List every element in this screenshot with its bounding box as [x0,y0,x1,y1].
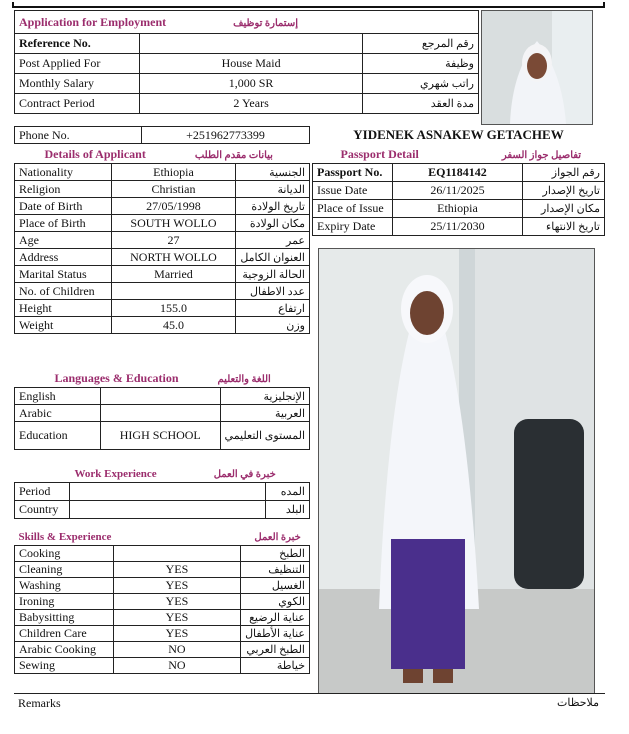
passport-table [312,145,605,236]
row-value: YES [113,626,240,642]
row-label: Address [15,249,112,266]
row-label-ar: تاريخ الانتهاء [523,218,605,236]
row-label: Post Applied For [15,54,140,74]
table-row [15,198,310,215]
row-label: Period [15,483,70,501]
table-row [15,249,310,266]
table-row [15,658,310,674]
row-label: Education [15,422,101,450]
info-table [14,10,479,114]
row-label-ar: المده [265,483,309,501]
table-row [15,317,310,334]
row-value [113,546,240,562]
row-value: YES [113,578,240,594]
row-label-ar: مكان الولادة [236,215,310,232]
row-label-ar: عناية الرضيع [241,610,310,626]
row-value: SOUTH WOLLO [111,215,236,232]
table-row [15,283,310,300]
table-row [15,388,310,405]
row-label-ar: الحالة الزوجية [236,266,310,283]
row-label: Reference No. [15,34,140,54]
row-label: Date of Birth [15,198,112,215]
row-label: Arabic Cooking [15,642,114,658]
applicant-title-ar: بيانات مقدم الطلب [194,149,273,161]
table-row [15,626,310,642]
row-value: 27 [111,232,236,249]
form-title: Application for Employment [19,14,167,29]
row-value: NORTH WOLLO [111,249,236,266]
row-label-ar: الغسيل [241,578,310,594]
table-row [15,562,310,578]
row-label: No. of Children [15,283,112,300]
table-row [313,200,605,218]
row-label: Country [15,501,70,519]
row-label-ar: مكان الإصدار [523,200,605,218]
table-row [15,215,310,232]
row-label-ar: رقم المرجع [363,34,479,54]
row-label: Monthly Salary [15,74,140,94]
languages-title: Languages & Education [54,370,179,385]
applicant-table [14,145,310,334]
row-label-ar: الجنسية [236,164,310,181]
row-value [69,483,265,501]
row-value: 26/11/2025 [392,182,522,200]
row-label: Marital Status [15,266,112,283]
table-row [15,266,310,283]
table-row [15,642,310,658]
row-label-ar: المستوى التعليمي [220,422,310,450]
row-label: Children Care [15,626,114,642]
languages-title-ar: اللغة والتعليم [217,373,271,385]
row-label: Sewing [15,658,114,674]
row-label: Ironing [15,594,114,610]
row-value [139,34,363,54]
row-label-ar: تاريخ الولادة [236,198,310,215]
row-value [69,501,265,519]
skills-title: Skills & Experience [18,530,112,543]
row-label-ar: الطبخ [241,546,310,562]
row-label: Expiry Date [313,218,393,236]
row-value: 155.0 [111,300,236,317]
row-value: Ethiopia [111,164,236,181]
row-label-ar: راتب شهري [363,74,479,94]
row-value: EQ1184142 [392,164,522,182]
row-label-ar: عمر [236,232,310,249]
row-value: Married [111,266,236,283]
row-label-ar: خياطة [241,658,310,674]
row-label: Religion [15,181,112,198]
row-label-ar: الديانة [236,181,310,198]
table-row [313,218,605,236]
row-label-ar: العربية [220,405,310,422]
row-label: Age [15,232,112,249]
row-value [101,405,220,422]
table-row [313,182,605,200]
table-row [15,94,479,114]
table-row [15,422,310,450]
passport-title-ar: تفاصيل جواز السفر [501,149,582,161]
skills-table [14,527,310,674]
row-label: Cleaning [15,562,114,578]
row-value: 27/05/1998 [111,198,236,215]
row-label-ar: رقم الجواز [523,164,605,182]
row-label-ar: ارتفاع [236,300,310,317]
row-label-ar: العنوان الكامل [236,249,310,266]
row-value: YES [113,562,240,578]
row-value: 1,000 SR [139,74,363,94]
row-label: Place of Issue [313,200,393,218]
row-value: HIGH SCHOOL [101,422,220,450]
table-row [15,34,479,54]
row-label: Passport No. [313,164,393,182]
row-label: Cooking [15,546,114,562]
row-value: NO [113,642,240,658]
row-label: Place of Birth [15,215,112,232]
form-title-ar: إستمارة توظيف [233,17,298,29]
row-value: NO [113,658,240,674]
table-row [15,164,310,181]
row-label-ar: البلد [265,501,309,519]
row-label: Contract Period [15,94,140,114]
row-label: Babysitting [15,610,114,626]
table-row [15,578,310,594]
portrait-illustration [482,11,592,124]
row-label-ar: وظيفة [363,54,479,74]
remarks-label: Remarks [18,696,61,710]
row-label-ar: التنظيف [241,562,310,578]
row-label-ar: عناية الأطفال [241,626,310,642]
top-border [12,2,605,8]
row-label: Washing [15,578,114,594]
row-label-ar: الإنجليزية [220,388,310,405]
applicant-photo-full [318,248,595,694]
row-value [101,388,220,405]
work-table [14,464,310,519]
table-row [313,164,605,182]
remarks-row [14,693,605,711]
work-title-ar: خبرة في العمل [213,468,276,480]
table-row [15,54,479,74]
row-value: YES [113,594,240,610]
remarks-label-ar: ملاحظات [557,697,599,709]
row-label: Height [15,300,112,317]
row-value: YES [113,610,240,626]
row-value: Christian [111,181,236,198]
row-value: 25/11/2030 [392,218,522,236]
row-value: 45.0 [111,317,236,334]
row-label-ar: مدة العقد [363,94,479,114]
row-label: Arabic [15,405,101,422]
row-label-ar: وزن [236,317,310,334]
table-row [15,546,310,562]
row-label-ar: الكوي [241,594,310,610]
row-label: Weight [15,317,112,334]
table-row [15,74,479,94]
row-label: Issue Date [313,182,393,200]
skills-title-ar: خبرة العمل [254,531,301,543]
row-label-ar: الطبخ العربي [241,642,310,658]
phone-table [14,126,310,144]
table-row [15,232,310,249]
table-row [15,300,310,317]
row-label: Nationality [15,164,112,181]
languages-table [14,369,310,450]
row-value: Ethiopia [392,200,522,218]
row-label: English [15,388,101,405]
row-value: 2 Years [139,94,363,114]
table-row [15,405,310,422]
table-row [15,501,310,519]
applicant-name: YIDENEK ASNAKEW GETACHEW [353,127,564,142]
table-row [15,610,310,626]
applicant-title: Details of Applicant [44,146,146,161]
phone-label: Phone No. [15,127,142,144]
phone-value: +251962773399 [142,127,310,144]
table-row [15,483,310,501]
table-row [15,181,310,198]
full-body-illustration [319,249,594,693]
row-value: House Maid [139,54,363,74]
passport-title: Passport Detail [340,146,419,161]
row-value [111,283,236,300]
work-title: Work Experience [74,467,157,480]
applicant-photo-small [481,10,593,125]
row-label-ar: عدد الاطفال [236,283,310,300]
table-row [15,594,310,610]
row-label-ar: تاريخ الإصدار [523,182,605,200]
